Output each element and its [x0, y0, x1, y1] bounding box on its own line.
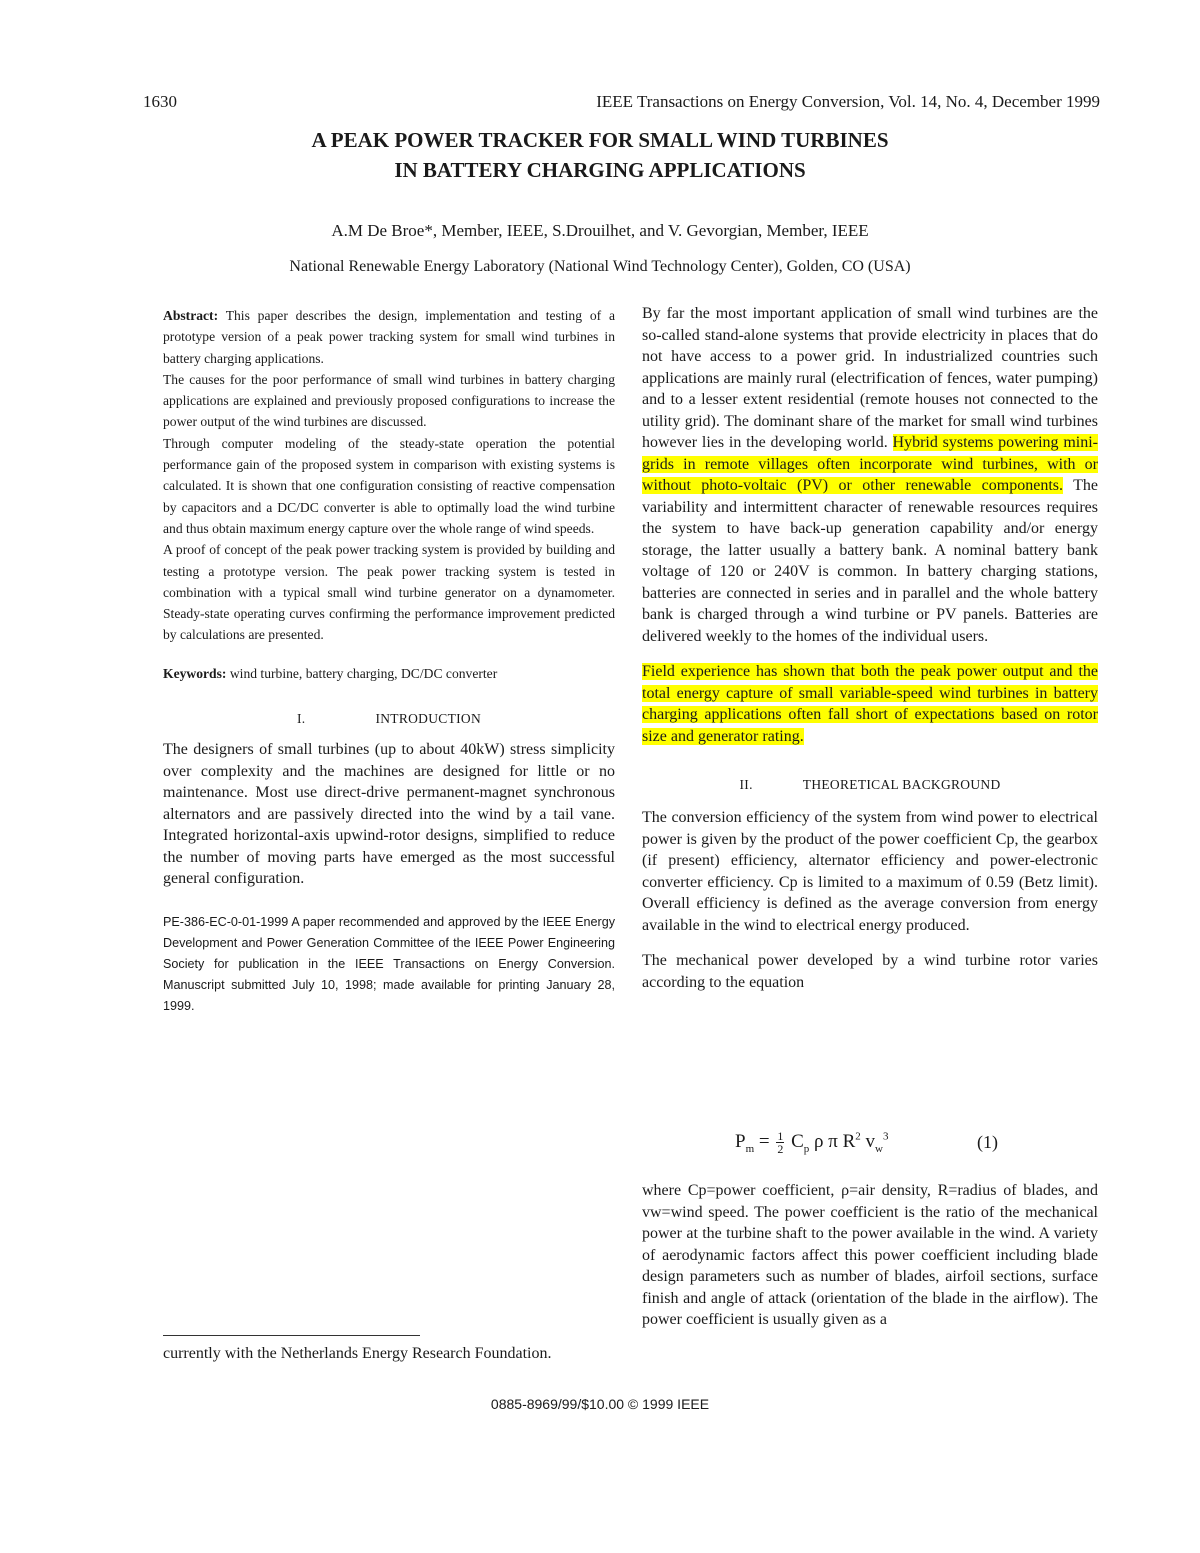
footnote-rule — [163, 1335, 420, 1336]
intro-continued-text-after: The variability and intermittent character of renewable resources requires the system to have back-up generation capability and/or energy storage, the latter usually a battery bank. A nominal battery bank voltage of 120 or 240V is common. In battery charging stations, batteries are connected in series and in parallel and the whole battery bank is charged through a wind turbine or PV panels. Batteries are delivered weekly to the homes of the individual users. — [642, 477, 1098, 645]
keywords-label: Keywords: — [163, 665, 227, 681]
paper-title-line2: IN BATTERY CHARGING APPLICATIONS — [394, 158, 806, 182]
equation-number: (1) — [977, 1132, 998, 1152]
abstract-text-1: This paper describes the design, implementation and testing of a prototype version of a peak power tracking system for small wind turbines in battery charging applications. — [163, 308, 615, 366]
section-2-heading — [642, 777, 1098, 793]
intro-continued-text: By far the most important application of small wind turbines are the so-called stand-alone systems that provide electricity in places that do not have access to a power grid. In industrialized countries such applications are mainly rural (electrification of fences, water pumping) and to a lesser extent residential (remote houses not connected to the utility grid). The dominant share of the market for small wind turbines however lies in the developing world. — [642, 305, 1098, 451]
journal-header: IEEE Transactions on Energy Conversion, Vol. 14, No. 4, December 1999 — [596, 92, 1100, 111]
intro-continued-paragraph — [642, 303, 1098, 647]
paper-title-line1: A PEAK POWER TRACKER FOR SMALL WIND TURBINES — [311, 128, 889, 152]
section-2-title: THEORETICAL BACKGROUND — [802, 777, 1001, 792]
abstract-label: Abstract: — [163, 308, 219, 323]
highlighted-field-experience: Field experience has shown that both the peak power output and the total energy capture of small variable-speed wind turbines in battery charging applications often fall short of expectations based on rotor size and generator rating. — [642, 663, 1098, 745]
equation-1 — [735, 1130, 1065, 1170]
equation-body: $P_m$ = $\frac{1}{2}$ $C_p$ ρ π $R^2$ $v_w^3$ — [735, 1129, 889, 1156]
copyright-line: 0885-8969/99/$10.00 © 1999 IEEE — [490, 1396, 710, 1412]
section-1-title: INTRODUCTION — [375, 711, 482, 727]
abstract-p2: The causes for the poor performance of small wind turbines in battery charging applications are explained and previously proposed configurations to increase the power output of the wind turbines are discussed. — [163, 371, 615, 430]
right-column — [642, 303, 1098, 993]
author-footnote: currently with the Netherlands Energy Research Foundation. — [163, 1345, 552, 1362]
keywords-text: wind turbine, battery charging, DC/DC converter — [229, 665, 498, 681]
abstract-p3: Through computer modeling of the steady-state operation the potential performance gain of the proposed system in comparison with existing systems is calculated. It is shown that one configuration consisting of reactive compensation by capacitors and a DC/DC converter is able to optimally load the wind turbine and thus obtain maximum energy capture over the whole range of wind speeds. — [163, 435, 615, 536]
theory-paragraph-2: The mechanical power developed by a wind turbine rotor varies according to the equation — [642, 952, 1098, 991]
theory-paragraph-3-wrap — [642, 1180, 1098, 1331]
section-1-number: I. — [296, 711, 306, 727]
highlighted-hybrid-systems: Hybrid systems powering mini-grids in remote villages often incorporate wind turbines, with or without photo-voltaic (PV) or other renewable components. — [642, 434, 1099, 494]
keywords — [163, 663, 615, 684]
intro-paragraph: The designers of small turbines (up to about 40kW) stress simplicity over complexity and the machines are designed for little or no maintenance. Most use direct-drive permanent-magnet synchronous alternators and are passively directed into the wind by a tail vane. Integrated horizontal-axis upwind-rotor designs, simplified to reduce the number of moving parts have emerged as the most successful general configuration. — [163, 741, 615, 888]
authors: A.M De Broe*, Member, IEEE, S.Drouilhet, and V. Gevorgian, Member, IEEE — [331, 221, 869, 240]
page-number: 1630 — [143, 92, 177, 111]
theory-paragraph-3: where Cp=power coefficient, ρ=air density, R=radius of blades, and vw=wind speed. The power coefficient is the ratio of the mechanical power at the turbine shaft to the power available in the wind. A variety of aerodynamic factors affect this power coefficient including blade design parameters such as number of blades, airfoil sections, surface finish and angle of attack (orientation of the blade in the airflow). The power coefficient is usually given as a — [642, 1182, 1098, 1328]
section-1-heading — [163, 711, 615, 727]
affiliation: National Renewable Energy Laboratory (National Wind Technology Center), Golden, CO (USA) — [289, 258, 911, 275]
field-experience-paragraph — [642, 661, 1098, 747]
section-2-number: II. — [739, 777, 753, 792]
abstract-p4: A proof of concept of the peak power tracking system is provided by building and testing a prototype version. The peak power tracking system is tested in combination with a typical small wind turbine generator on a dynamometer. Steady-state operating curves confirming the performance improvement predicted by calculations are presented. — [163, 542, 615, 643]
left-column — [163, 305, 615, 1017]
abstract-p1 — [163, 305, 615, 369]
manuscript-footnote: PE-386-EC-0-01-1999 A paper recommended and approved by the IEEE Energy Development and Power Generation Committee of the IEEE Power Engineering Society for publication in the IEEE Transactions on Energy Conversion. Manuscript submitted July 10, 1998; made available for printing January 28, 1999. — [163, 914, 615, 1013]
theory-paragraph-1: The conversion efficiency of the system from wind power to electrical power is given by the product of the power coefficient Cp, the gearbox (if present) efficiency, alternator efficiency and power-electronic converter efficiency. Cp is limited to a maximum of 0.59 (Betz limit). Overall efficiency is defined as the average conversion from energy available in the wind to electrical energy produced. — [642, 809, 1098, 934]
